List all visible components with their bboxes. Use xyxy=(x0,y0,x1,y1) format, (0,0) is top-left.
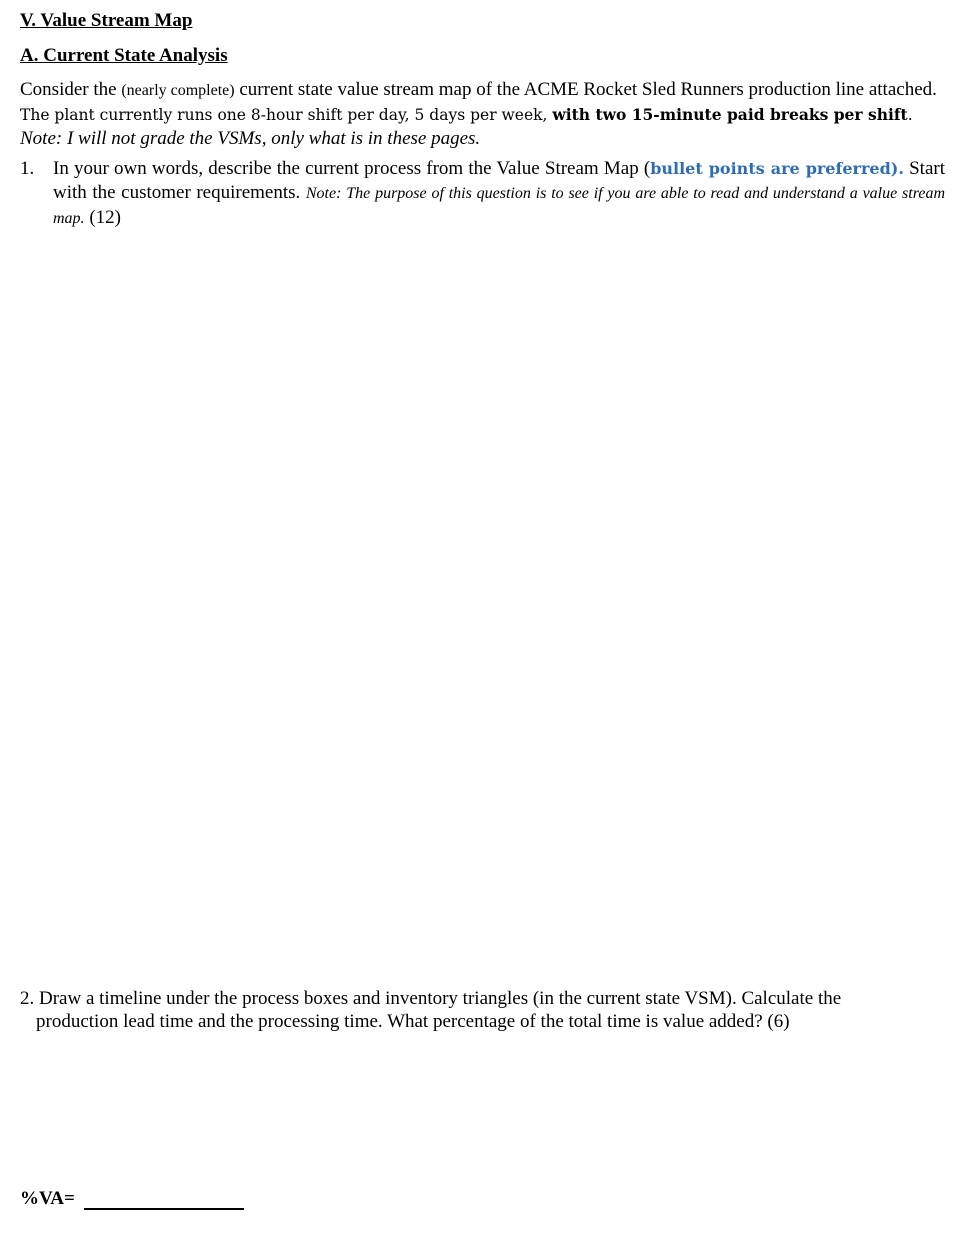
section-heading: V. Value Stream Map xyxy=(20,10,193,31)
question-1-text-2: Start with the customer requirements. xyxy=(53,158,945,203)
question-1-text-1: In your own words, describe the current process from the Value Stream Map ( xyxy=(53,158,651,179)
intro-note: Note: I will not grade the VSMs, only what is in these pages. xyxy=(20,128,481,149)
intro-text-5: with two 15-minute paid breaks per shift xyxy=(552,105,908,124)
va-answer-label: %VA= xyxy=(20,1188,75,1209)
intro-text-1: Consider the xyxy=(20,79,122,100)
intro-text-4: The plant currently runs one 8-hour shift per day, 5 days per week, xyxy=(20,106,553,124)
question-2 xyxy=(20,987,900,1033)
intro-text-2: (nearly complete) xyxy=(121,82,235,99)
question-1-number: 1. xyxy=(20,158,35,179)
va-answer-blank[interactable] xyxy=(84,1208,244,1210)
intro-text-6: . xyxy=(907,106,913,124)
subsection-heading: A. Current State Analysis xyxy=(20,45,228,66)
intro-text-3: current state value stream map of the ACME Rocket Sled Runners production line attached. xyxy=(234,79,937,100)
question-1-body xyxy=(53,157,945,231)
question-1-note: Note: The purpose of this question is to see if you are able to read and understand a value stream map. xyxy=(53,185,945,227)
question-2-text: 2. Draw a timeline under the process boxes and inventory triangles (in the current state VSM). Calculate the production lead time and the processing time. What percentage of the total time is value added? (6) xyxy=(20,988,842,1032)
question-1 xyxy=(20,157,945,231)
intro-paragraph xyxy=(20,78,945,151)
question-1-highlight: bullet points are preferred). xyxy=(650,159,904,178)
question-1-points: (12) xyxy=(84,207,121,228)
